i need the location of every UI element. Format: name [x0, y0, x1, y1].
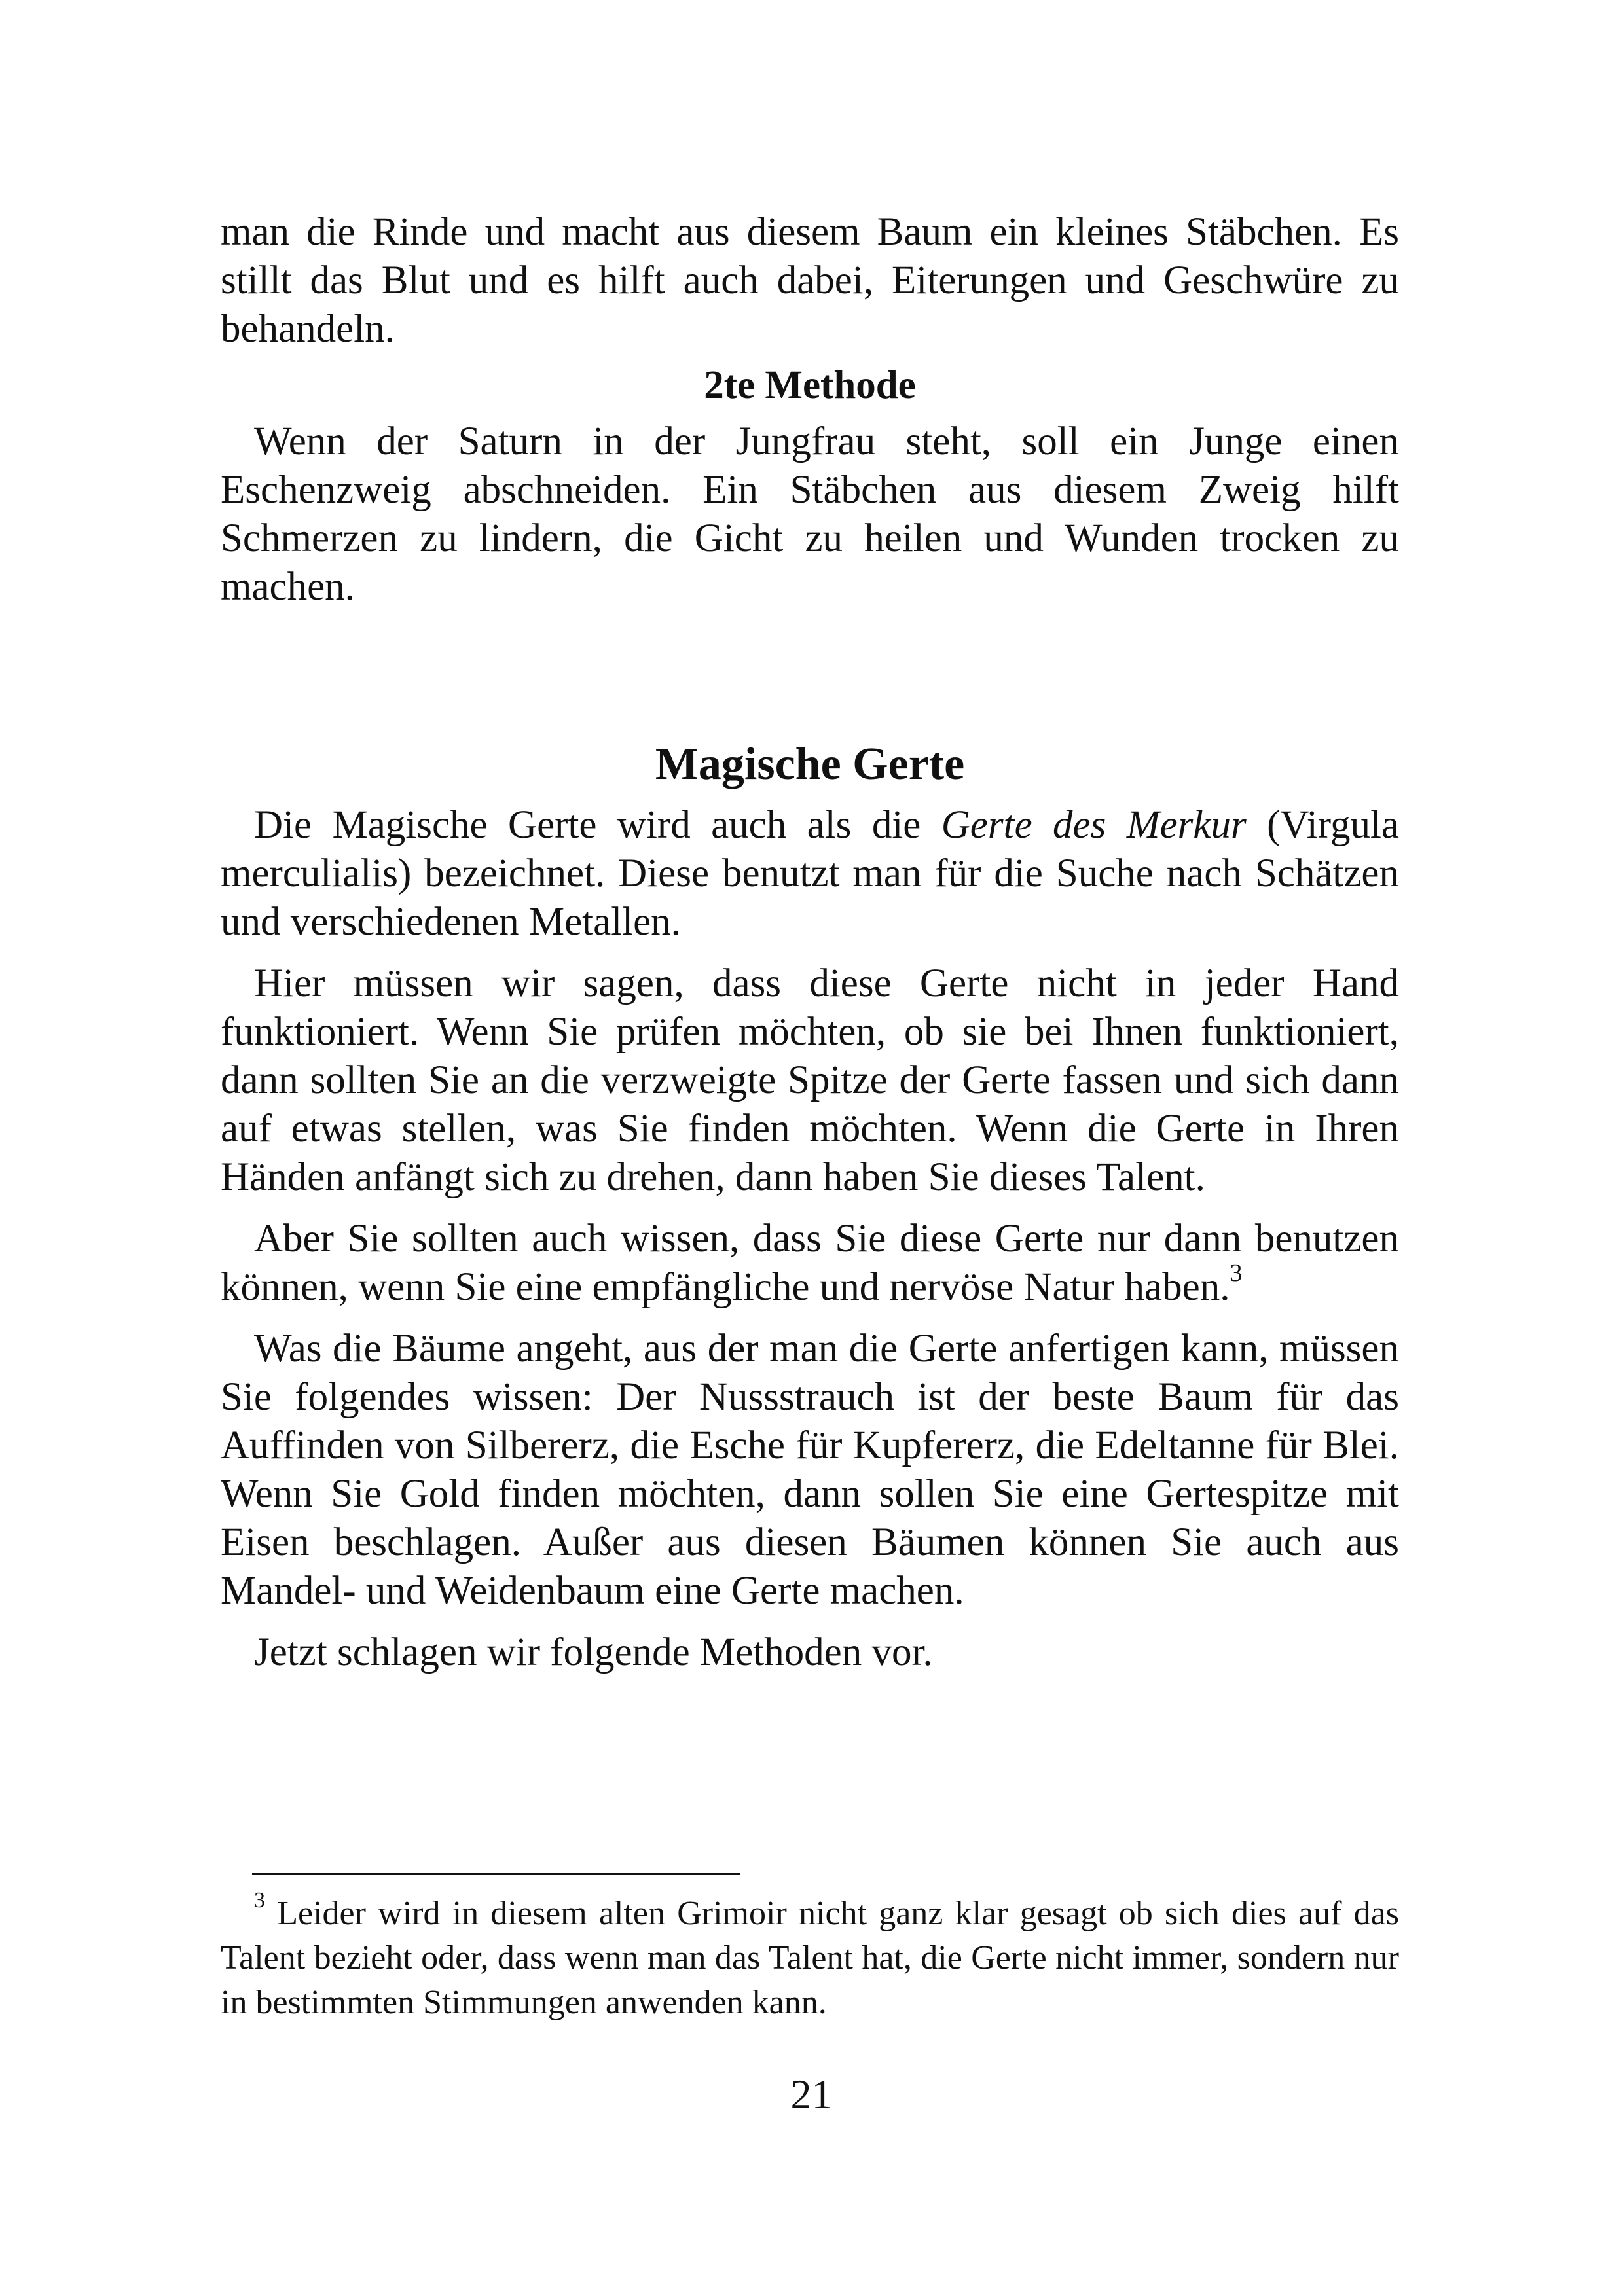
italic-term: Gerte des Merkur — [941, 803, 1247, 847]
page-number: 21 — [790, 2071, 833, 2117]
footnote-body: Leider wird in diesem alten Grimoir nicht ganz klar gesagt ob sich dies auf das Talent bezieht oder, dass wenn man das Talent hat, die Gerte nicht immer, sondern nur in bestimmten Stimmungen anwenden kann. — [221, 1895, 1399, 2021]
page-body — [221, 208, 1399, 1677]
paragraph-nature — [221, 1215, 1399, 1312]
heading-2te-methode: 2te Methode — [704, 363, 916, 407]
paragraph-hand-test: Hier müssen wir sagen, dass diese Gerte nicht in jeder Hand funktioniert. Wenn Sie prüfen möchten, ob sie bei Ihnen funktioniert, dann sollten Sie an die verzweigte Spitze der Gerte fassen und sich dann auf etwas stellen, was Sie finden möchten. Wenn die Gerte in Ihren Händen anfängt sich zu drehen, dann haben Sie dieses Talent. — [221, 961, 1399, 1199]
paragraph-magische-intro — [221, 801, 1399, 946]
footnote — [221, 1888, 1399, 2025]
paragraph-2te-methode: Wenn der Saturn in der Jungfrau steht, soll ein Junge einen Eschenzweig abschneiden. Ein Stäbchen aus diesem Zweig hilft Schmerzen zu lindern, die Gicht zu heilen und Wunden trocken zu machen. — [221, 420, 1399, 609]
footnote-number: 3 — [254, 1888, 265, 1912]
footnote-reference[interactable]: 3 — [1230, 1259, 1243, 1287]
text-segment: Die Magische Gerte wird auch als die — [254, 803, 941, 847]
paragraph-trees: Was die Bäume angeht, aus der man die Gerte anfertigen kann, müssen Sie folgendes wissen: Der Nussstrauch ist der beste Baum für das Auffinden von Silbererz, die Esche für Kupfererz, die Edeltanne für Blei. Wenn Sie Gold finden möchten, dann sollen Sie eine Gertespitze mit Eisen beschlagen. Außer aus diesen Bäumen können Sie auch aus Mandel- und Weidenbaum eine Gerte machen. — [221, 1327, 1399, 1613]
text-segment: Aber Sie sollten auch wissen, dass Sie diese Gerte nur dann benutzen können, wenn Sie eine empfängliche und nervöse Natur haben. — [221, 1217, 1399, 1309]
footnote-separator — [252, 1873, 740, 1875]
heading-magische-gerte: Magische Gerte — [655, 739, 965, 789]
paragraph-methods-intro: Jetzt schlagen wir folgende Methoden vor. — [254, 1630, 933, 1674]
footnote-text — [221, 1888, 1399, 2025]
text-segment: (Virgula merculialis) bezeichnet. Diese benutzt man für die Suche nach Schätzen und verschiedenen Metallen. — [221, 803, 1399, 944]
paragraph-continuation: man die Rinde und macht aus diesem Baum ein kleines Stäbchen. Es stillt das Blut und es hilft auch dabei, Eiterungen und Geschwüre zu behandeln. — [221, 210, 1399, 351]
